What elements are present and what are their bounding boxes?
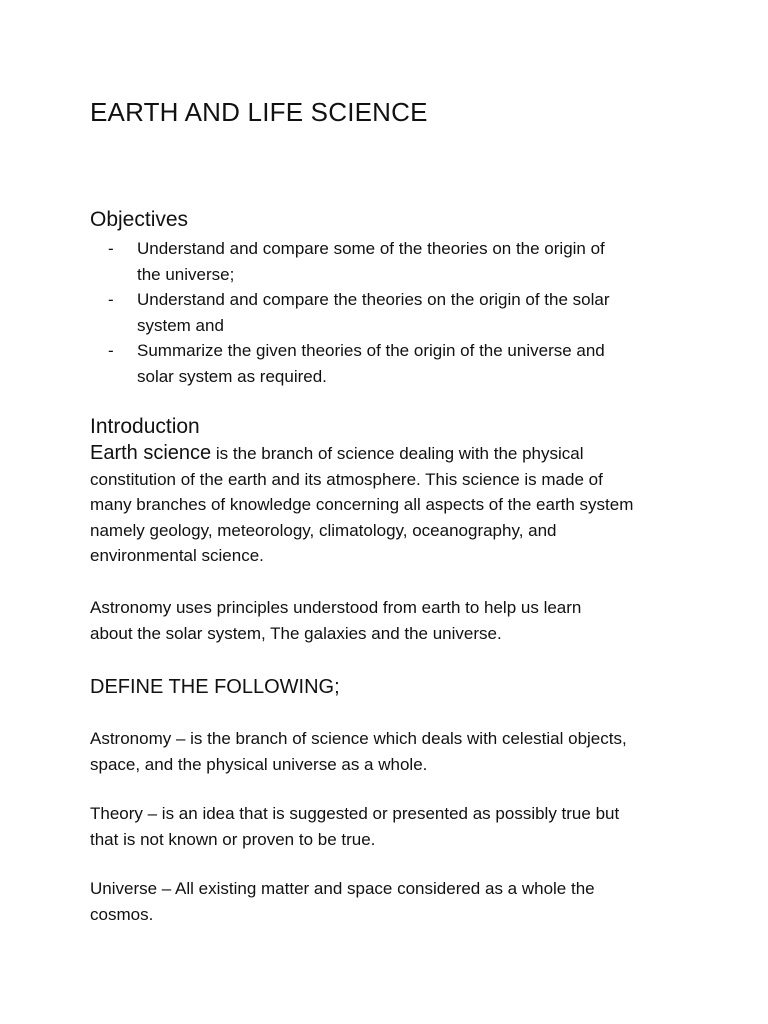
- definitions-heading: DEFINE THE FOLLOWING;: [90, 676, 340, 698]
- definition-line: that is not known or proven to be true.: [90, 829, 376, 849]
- list-bullet: -: [108, 341, 114, 360]
- definition-line: Theory – is an idea that is suggested or presented as possibly true but: [90, 804, 620, 823]
- objectives-heading: Objectives: [90, 208, 189, 231]
- lead-term: Earth science: [90, 442, 212, 464]
- objective-text-line: Understand and compare some of the theories on the origin of: [137, 239, 605, 258]
- introduction-heading: Introduction: [90, 415, 200, 438]
- objectives-list: [108, 236, 688, 389]
- paragraph-line: environmental science.: [90, 546, 264, 566]
- objective-text-line: system and: [137, 315, 224, 335]
- objective-item: [108, 236, 688, 287]
- definition-line: Universe – All existing matter and space considered as a whole the: [90, 879, 595, 898]
- objective-item: [108, 338, 688, 389]
- paragraph-line: constitution of the earth and its atmosphere. This science is made of: [90, 469, 603, 489]
- objective-text-line: Understand and compare the theories on the origin of the solar: [137, 290, 610, 309]
- paragraph-line: about the solar system, The galaxies and the universe.: [90, 623, 502, 643]
- document-title: EARTH AND LIFE SCIENCE: [90, 97, 428, 127]
- objective-text-line: solar system as required.: [137, 366, 327, 386]
- objective-text-line: Summarize the given theories of the origin of the universe and: [137, 341, 605, 360]
- astronomy-paragraph: [90, 595, 690, 646]
- objective-text-line: the universe;: [137, 264, 235, 284]
- definition-line: Astronomy – is the branch of science which deals with celestial objects,: [90, 729, 627, 748]
- definition-astronomy: [90, 726, 690, 777]
- objective-item: [108, 287, 688, 338]
- definition-theory: [90, 801, 690, 852]
- definition-line: cosmos.: [90, 904, 154, 924]
- list-bullet: -: [108, 290, 114, 309]
- definition-universe: [90, 876, 690, 927]
- list-bullet: -: [108, 239, 114, 258]
- definition-line: space, and the physical universe as a whole.: [90, 754, 428, 774]
- paragraph-line: Astronomy uses principles understood from earth to help us learn: [90, 598, 582, 617]
- paragraph-line: namely geology, meteorology, climatology, oceanography, and: [90, 520, 557, 540]
- paragraph-line: many branches of knowledge concerning all aspects of the earth system: [90, 495, 634, 515]
- introduction-paragraph: [90, 441, 690, 569]
- paragraph-line: is the branch of science dealing with the physical: [211, 444, 584, 463]
